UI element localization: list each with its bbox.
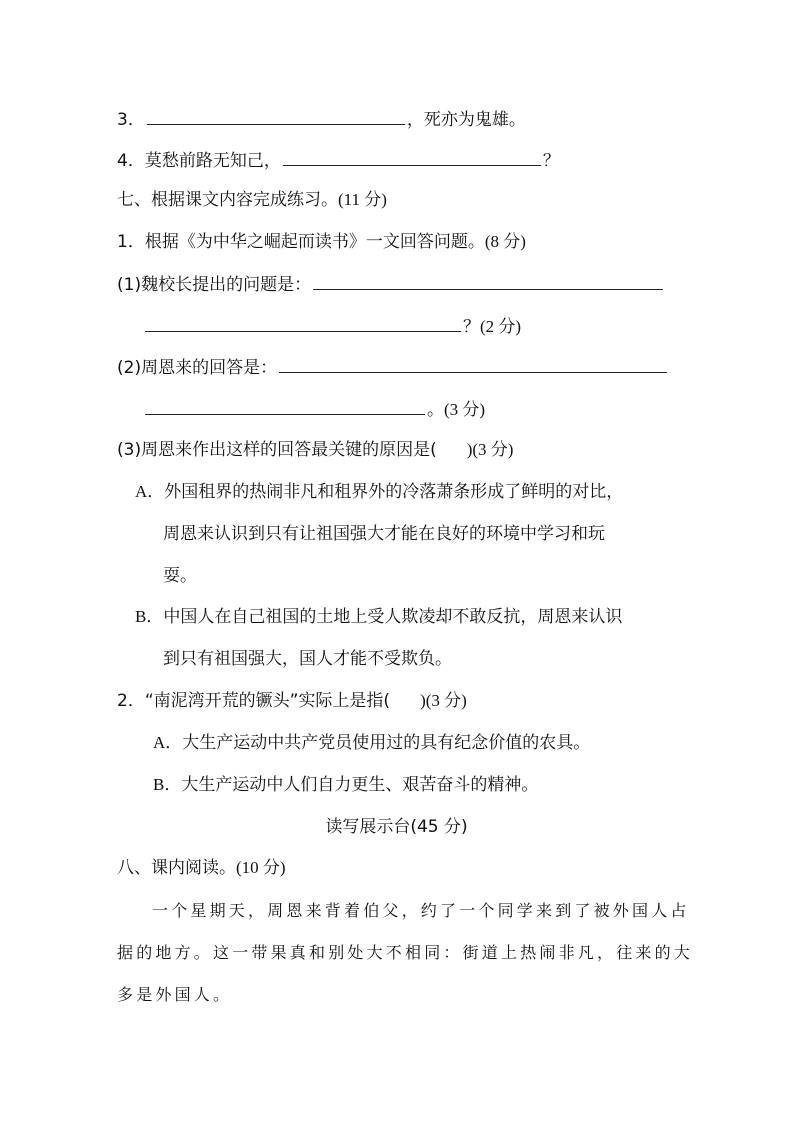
answer-blank-sub2-line2[interactable] (145, 396, 425, 415)
subquestion-1 (117, 271, 665, 297)
question-3-number: 3． (117, 110, 145, 130)
subquestion-2-suffix: 。(3 分) (427, 400, 486, 419)
q2-option-a (153, 731, 590, 755)
question-7-1-score: (8 分) (484, 232, 526, 251)
section-7-score: (11 分) (338, 190, 387, 209)
subquestion-2-cont (145, 396, 485, 422)
subquestion-2 (117, 354, 669, 380)
question-7-2 (117, 689, 467, 713)
answer-blank-q4[interactable] (283, 147, 541, 166)
section-8-heading (117, 856, 286, 880)
question-4 (117, 147, 560, 173)
passage-line-3: 多是外国人。 (117, 985, 233, 1004)
sub3-option-b-line2 (163, 647, 452, 671)
passage-line-1: 一个星期天，周恩来背着伯父，约了一个同学来到了被外国人占 (152, 901, 690, 920)
section-8-title: 八、课内阅读。 (117, 858, 236, 878)
subquestion-3-close: )(3 分) (466, 440, 514, 459)
subquestion-1-label: (1)魏校长提出的问题是： (117, 275, 312, 295)
section-7-heading (117, 188, 387, 212)
option-a-text-end: 耍。 (163, 566, 197, 586)
question-4-suffix: ？ (542, 151, 560, 171)
section-7-title: 七、根据课文内容完成练习。 (117, 190, 338, 210)
q2-option-a-key: A． (153, 733, 183, 752)
question-3-suffix: ，死亦为鬼雄。 (406, 110, 526, 130)
subquestion-1-suffix: ？(2 分) (463, 317, 522, 336)
sub3-option-a-line2 (163, 522, 605, 546)
option-a-text: 外国租界的热闹非凡和租界外的冷落萧条形成了鲜明的对比， (164, 482, 624, 502)
sub3-option-a-line3 (163, 564, 197, 588)
option-b-key: B． (135, 607, 164, 626)
answer-blank-sub2-line1[interactable] (279, 354, 667, 373)
option-b-text-cont: 到只有祖国强大，国人才能不受欺负。 (163, 649, 452, 669)
subquestion-2-label: (2)周恩来的回答是： (117, 358, 278, 378)
part-heading: 读写展示台(45 分) (325, 817, 468, 837)
sub3-option-b-line1 (135, 605, 622, 629)
option-a-text-cont: 周恩来认识到只有让祖国强大才能在良好的环境中学习和玩 (163, 524, 605, 544)
question-4-prefix: 4．莫愁前路无知己， (117, 151, 281, 171)
question-7-2-label: 2．“南泥湾开荒的镢头”实际上是指( (117, 691, 391, 711)
subquestion-3-label: (3)周恩来作出这样的回答最关键的原因是( (117, 440, 437, 460)
section-8-score: (10 分) (236, 858, 286, 877)
question-7-1-label: 1．根据《为中华之崛起而读书》一文回答问题。 (117, 232, 485, 252)
q2-option-b (153, 773, 538, 797)
option-a-key: A． (135, 482, 165, 501)
q2-option-b-key: B． (153, 775, 182, 794)
question-3 (117, 106, 526, 132)
subquestion-1-cont (145, 313, 521, 339)
sub3-option-a-line1 (135, 480, 623, 504)
q2-option-a-text: 大生产运动中共产党员使用过的具有纪念价值的农具。 (182, 733, 591, 753)
option-b-text: 中国人在自己祖国的土地上受人欺凌却不敢反抗，周恩来认识 (163, 607, 623, 627)
question-7-1 (117, 230, 526, 254)
answer-blank-sub1-line2[interactable] (145, 313, 461, 332)
subquestion-3 (117, 438, 513, 462)
answer-blank-sub1-line1[interactable] (313, 271, 663, 290)
answer-blank-q3[interactable] (147, 106, 405, 125)
q2-option-b-text: 大生产运动中人们自力更生、艰苦奋斗的精神。 (181, 775, 539, 795)
question-7-2-close: )(3 分) (420, 691, 467, 710)
passage-line-2: 据的地方。这一带果真和别处大不相同：街道上热闹非凡，往来的大 (117, 943, 694, 962)
